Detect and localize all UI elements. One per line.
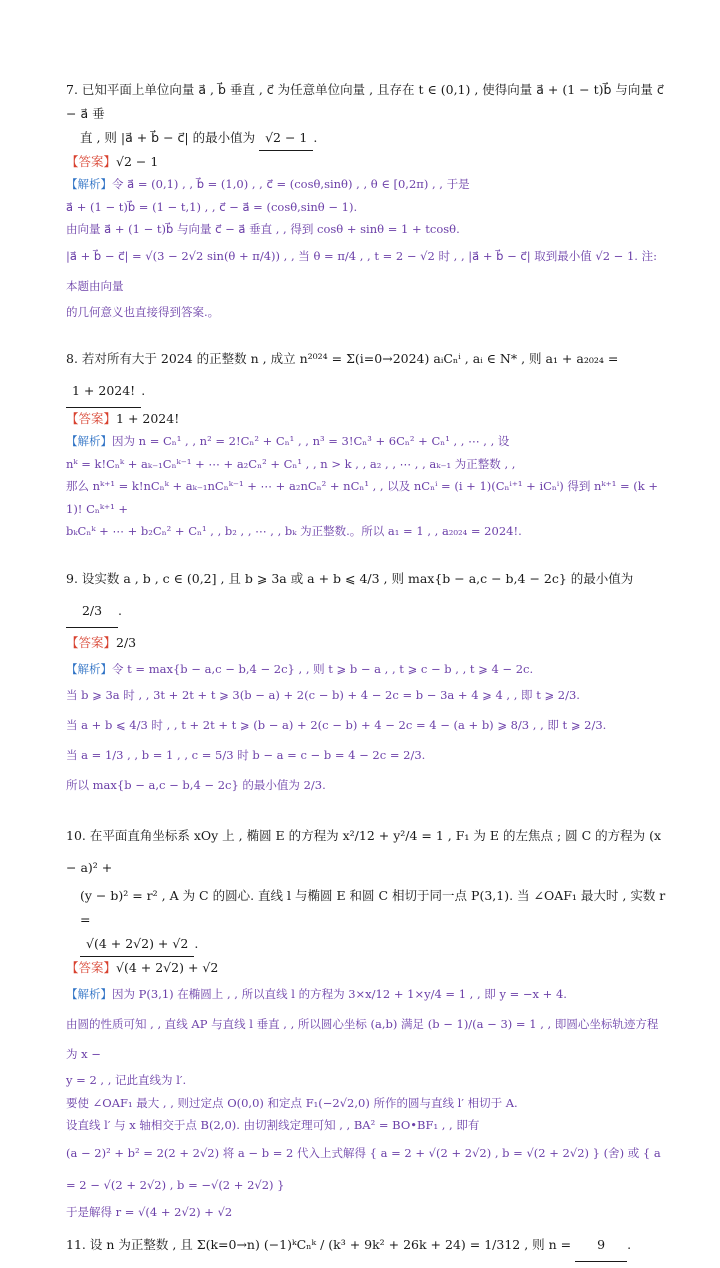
answer-tag: 【答案】 xyxy=(66,154,117,169)
analysis-tag: 【解析】 xyxy=(66,987,112,1001)
q9-analysis-line: 所以 max{b − a,c − b,4 − 2c} 的最小值为 2/3. xyxy=(66,778,326,792)
answer-tag: 【答案】 xyxy=(66,634,117,650)
q7-analysis-line: a⃗ + (1 − t)b⃗ = (1 − t,1) , , c⃗ − a⃗ = (cosθ,sinθ − 1). xyxy=(66,199,358,214)
document-page xyxy=(66,78,666,1268)
q7-analysis-line: 的几何意义也直接得到答案.。 xyxy=(66,304,220,319)
q10-stem-line1: 10. 在平面直角坐标系 xOy 上 , 椭圆 E 的方程为 x²/12 + y²/4 = 1 , F₁ 为 E 的左焦点 ; 圆 C 的方程为 (x − a)² + xyxy=(66,828,662,875)
answer-tag: 【答案】 xyxy=(66,960,117,975)
q8-answer xyxy=(66,408,666,430)
answer-tag: 【答案】 xyxy=(66,411,117,426)
q9-answer-blank: 2/3 xyxy=(66,595,118,628)
q7-analysis-line: 由向量 a⃗ + (1 − t)b⃗ 与向量 c⃗ − a⃗ 垂直 , , 得到 cosθ + sinθ = 1 + tcosθ. xyxy=(66,222,460,236)
q11-answer-blank: 9 xyxy=(575,1229,627,1262)
q10-analysis-line: 设直线 l′ 与 x 轴相交于点 B(2,0). 由切割线定理可知 , , BA² = BO•BF₁ , , 即有 xyxy=(66,1118,480,1132)
q10-stem-line2: (y − b)² = r² , A 为 C 的圆心. 直线 l 与椭圆 E 和圆 C 相切于同一点 P(3,1). 当 ∠OAF₁ 最大时 , 实数 r = xyxy=(80,888,666,927)
q7-stem-line1: 7. 已知平面上单位向量 a⃗ , b⃗ 垂直 , c⃗ 为任意单位向量 , 且存在 t ∈ (0,1) , 使得向量 a⃗ + (1 − t)b⃗ 与向量 c⃗ − a⃗ 垂 xyxy=(66,82,664,121)
q10-analysis-line: (a − 2)² + b² = 2(2 + 2√2) 将 a − b = 2 代入上式解得 { a = 2 + √(2 + 2√2) , b = √(2 + 2√2) } (舍) 或 { a = 2 − √(2 + 2√2) , b = −√(2 + 2√2) } xyxy=(66,1145,661,1192)
question-8: 8. 若对所有大于 2024 的正整数 n , 成立 n²⁰²⁴ = Σ(i=0→2024) aᵢCₙⁱ , aᵢ ∈ N* , 则 a₁ + a₂₀₂₄ = 1 + 2024! . 【答案】1 + 2024! 【解析】因为 n = Cₙ¹ , , n² = 2!Cₙ² + Cₙ¹ , , n³ = 3!Cₙ³ + 6Cₙ² + Cₙ¹ , , ⋯ , , 设 nᵏ = k!Cₙᵏ + aₖ₋₁Cₙᵏ⁻¹ + ⋯ + a₂Cₙ² + Cₙ¹ , , n > k , , a₂ , , ⋯ , , aₖ₋₁ 为正整数 , , 那么 nᵏ⁺¹ = k!nCₙᵏ + aₖ₋₁nCₙᵏ⁻¹ + ⋯ + a₂nCₙ² + nCₙ¹ , , 以及 nCₙⁱ = (i + 1)(Cₙⁱ⁺¹ + iCₙⁱ) 得到 nᵏ⁺¹ = (k + 1)! Cₙᵏ⁺¹ + bₖCₙᵏ + ⋯ + b₂Cₙ² + Cₙ¹ , , b₂ , , ⋯ , , bₖ 为正整数.。所以 a₁ = 1 , , a₂₀₂₄ = 2024!. xyxy=(66,343,666,543)
q8-stem: 8. 若对所有大于 2024 的正整数 n , 成立 n²⁰²⁴ = Σ(i=0→2024) aᵢCₙⁱ , aᵢ ∈ N* , 则 a₁ + a₂₀₂₄ = xyxy=(66,351,619,366)
q7-analysis-line: |a⃗ + b⃗ − c⃗| = √(3 − 2√2 sin(θ + π/4)) , , 当 θ = π/4 , , t = 2 − √2 时 , , |a⃗ + b⃗ − c⃗| 取到最小值 √2 − 1. 注:本题由向量 xyxy=(66,248,657,293)
analysis-tag: 【解析】 xyxy=(66,434,112,448)
q7-analysis xyxy=(66,173,666,323)
q7-stem-line2: 直 , 则 |a⃗ + b⃗ − c⃗| 的最小值为 xyxy=(80,130,256,145)
q8-analysis xyxy=(66,430,666,543)
q10-answer xyxy=(66,957,666,979)
q10-answer-blank: √(4 + 2√2) + √2 xyxy=(80,932,194,957)
q7-answer-blank: √2 − 1 xyxy=(259,126,313,151)
q10-analysis-line: 由圆的性质可知 , , 直线 AP 与直线 l 垂直 , , 所以圆心坐标 (a,b) 满足 (b − 1)/(a − 3) = 1 , , 即圆心坐标轨迹方程为 x − xyxy=(66,1017,659,1061)
q8-analysis-line: nᵏ = k!Cₙᵏ + aₖ₋₁Cₙᵏ⁻¹ + ⋯ + a₂Cₙ² + Cₙ¹ , , n > k , , a₂ , , ⋯ , , aₖ₋₁ 为正整数 , , xyxy=(66,456,516,471)
q7-answer-value: √2 − 1 xyxy=(116,154,159,169)
q7-answer xyxy=(66,151,666,173)
question-7: 7. 已知平面上单位向量 a⃗ , b⃗ 垂直 , c⃗ 为任意单位向量 , 且存在 t ∈ (0,1) , 使得向量 a⃗ + (1 − t)b⃗ 与向量 c⃗ − a⃗ 垂 直 , 则 |a⃗ + b⃗ − c⃗| 的最小值为 √2 − 1 . 【答案】√2 − 1 【解析】令 a⃗ = (0,1) , , b⃗ = (1,0) , , c⃗ = (cosθ,sinθ) , , θ ∈ [0,2π) , , 于是 a⃗ + (1 − t)b⃗ = (1 − t,1) , , c⃗ − a⃗ = (cosθ,sinθ − 1). 由向量 a⃗ + (1 − t)b⃗ 与向量 c⃗ − a⃗ 垂直 , , 得到 cosθ + sinθ = 1 + tcosθ. |a⃗ + b⃗ − c⃗| = √(3 − 2√2 sin(θ + π/4)) , , 当 θ = π/4 , , t = 2 − √2 时 , , |a⃗ + b⃗ − c⃗| 取到最小值 √2 − 1. 注:本题由向量 的几何意义也直接得到答案.。 xyxy=(66,78,666,323)
q7-analysis-line: 令 a⃗ = (0,1) , , b⃗ = (1,0) , , c⃗ = (cosθ,sinθ) , , θ ∈ [0,2π) , , 于是 xyxy=(112,177,470,191)
q10-analysis-line: y = 2 , , 记此直线为 l′. xyxy=(66,1073,187,1087)
q9-stem: 9. 设实数 a , b , c ∈ (0,2] , 且 b ⩾ 3a 或 a + b ⩽ 4/3 , 则 max{b − a,c − b,4 − 2c} 的最小值为 xyxy=(66,570,634,586)
q9-answer xyxy=(66,628,666,658)
q8-answer-value: 1 + 2024! xyxy=(116,411,180,426)
q9-analysis xyxy=(66,658,666,801)
q8-analysis-line: bₖCₙᵏ + ⋯ + b₂Cₙ² + Cₙ¹ , , b₂ , , ⋯ , , bₖ 为正整数.。所以 a₁ = 1 , , a₂₀₂₄ = 2024!. xyxy=(66,524,522,538)
analysis-tag: 【解析】 xyxy=(66,177,112,191)
q10-analysis-line: 要使 ∠OAF₁ 最大 , , 则过定点 O(0,0) 和定点 F₁(−2√2,0) 所作的圆与直线 l′ 相切于 A. xyxy=(66,1095,518,1110)
q8-analysis-line: 那么 nᵏ⁺¹ = k!nCₙᵏ + aₖ₋₁nCₙᵏ⁻¹ + ⋯ + a₂nCₙ² + nCₙ¹ , , 以及 nCₙⁱ = (i + 1)(Cₙⁱ⁺¹ + iCₙⁱ) 得到 nᵏ⁺¹ = (k + 1)! Cₙᵏ⁺¹ + xyxy=(66,479,658,516)
q9-analysis-line: 当 b ⩾ 3a 时 , , 3t + 2t + t ⩾ 3(b − a) + 2(c − b) + 4 − 2c = b − 3a + 4 ⩾ 4 , , 即 t ⩾ 2/3. xyxy=(66,688,580,702)
q9-analysis-line: 当 a = 1/3 , , b = 1 , , c = 5/3 时 b − a = c − b = 4 − 2c = 2/3. xyxy=(66,748,426,762)
q11-stem: 11. 设 n 为正整数 , 且 Σ(k=0→n) (−1)ᵏCₙᵏ / (k³ + 9k² + 26k + 24) = 1/312 , 则 n = xyxy=(66,1237,572,1252)
q9-answer-value: 2/3 xyxy=(116,634,137,650)
q10-answer-value: √(4 + 2√2) + √2 xyxy=(116,960,219,975)
q10-analysis-line: 因为 P(3,1) 在椭圆上 , , 所以直线 l 的方程为 3×x/12 + 1×y/4 = 1 , , 即 y = −x + 4. xyxy=(112,987,567,1001)
question-9: 9. 设实数 a , b , c ∈ (0,2] , 且 b ⩾ 3a 或 a + b ⩽ 4/3 , 则 max{b − a,c − b,4 − 2c} 的最小值为 2/3 . 【答案】2/3 【解析】令 t = max{b − a,c − b,4 − 2c} , , 则 t ⩾ b − a , , t ⩾ c − b , , t ⩾ 4 − 2c. 当 b ⩾ 3a 时 , , 3t + 2t + t ⩾ 3(b − a) + 2(c − b) + 4 − 2c = b − 3a + 4 ⩾ 4 , , 即 t ⩾ 2/3. 当 a + b ⩽ 4/3 时 , , t + 2t + t ⩾ (b − a) + 2(c − b) + 4 − 2c = 4 − (a + b) ⩾ 8/3 , , 即 t ⩾ 2/3. 当 a = 1/3 , , b = 1 , , c = 5/3 时 b − a = c − b = 4 − 2c = 2/3. 所以 max{b − a,c − b,4 − 2c} 的最小值为 2/3. xyxy=(66,563,666,801)
q9-analysis-line: 令 t = max{b − a,c − b,4 − 2c} , , 则 t ⩾ b − a , , t ⩾ c − b , , t ⩾ 4 − 2c. xyxy=(112,661,534,676)
q10-analysis-line: 于是解得 r = √(4 + 2√2) + √2 xyxy=(66,1204,233,1219)
q9-analysis-line: 当 a + b ⩽ 4/3 时 , , t + 2t + t ⩾ (b − a) + 2(c − b) + 4 − 2c = 4 − (a + b) ⩾ 8/3 , , 即 t ⩾ 2/3. xyxy=(66,718,607,732)
analysis-tag: 【解析】 xyxy=(66,661,112,676)
q10-analysis xyxy=(66,979,666,1223)
q8-analysis-line: 因为 n = Cₙ¹ , , n² = 2!Cₙ² + Cₙ¹ , , n³ = 3!Cₙ³ + 6Cₙ² + Cₙ¹ , , ⋯ , , 设 xyxy=(112,434,510,448)
question-11: 11. 设 n 为正整数 , 且 Σ(k=0→n) (−1)ᵏCₙᵏ / (k³ + 9k² + 26k + 24) = 1/312 , 则 n = 9 . xyxy=(66,1229,666,1262)
q8-answer-blank: 1 + 2024! xyxy=(66,375,141,408)
question-10: 10. 在平面直角坐标系 xOy 上 , 椭圆 E 的方程为 x²/12 + y²/4 = 1 , F₁ 为 E 的左焦点 ; 圆 C 的方程为 (x − a)² + (y − b)² = r² , A 为 C 的圆心. 直线 l 与椭圆 E 和圆 C 相切于同一点 P(3,1). 当 ∠OAF₁ 最大时 , 实数 r = √(4 + 2√2) + √2 . 【答案】√(4 + 2√2) + √2 【解析】因为 P(3,1) 在椭圆上 , , 所以直线 l 的方程为 3×x/12 + 1×y/4 = 1 , , 即 y = −x + 4. 由圆的性质可知 , , 直线 AP 与直线 l 垂直 , , 所以圆心坐标 (a,b) 满足 (b − 1)/(a − 3) = 1 , , 即圆心坐标轨迹方程为 x − y = 2 , , 记此直线为 l′. 要使 ∠OAF₁ 最大 , , 则过定点 O(0,0) 和定点 F₁(−2√2,0) 所作的圆与直线 l′ 相切于 A. 设直线 l′ 与 x 轴相交于点 B(2,0). 由切割线定理可知 , , BA² = BO•BF₁ , , 即有 (a − 2)² + b² = 2(2 + 2√2) 将 a − b = 2 代入上式解得 { a = 2 + √(2 + 2√2) , b = √(2 + 2√2) } (舍) 或 { a = 2 − √(2 + 2√2) , b = −√(2 + 2√2) } 于是解得 r = √(4 + 2√2) + √2 xyxy=(66,820,666,1223)
